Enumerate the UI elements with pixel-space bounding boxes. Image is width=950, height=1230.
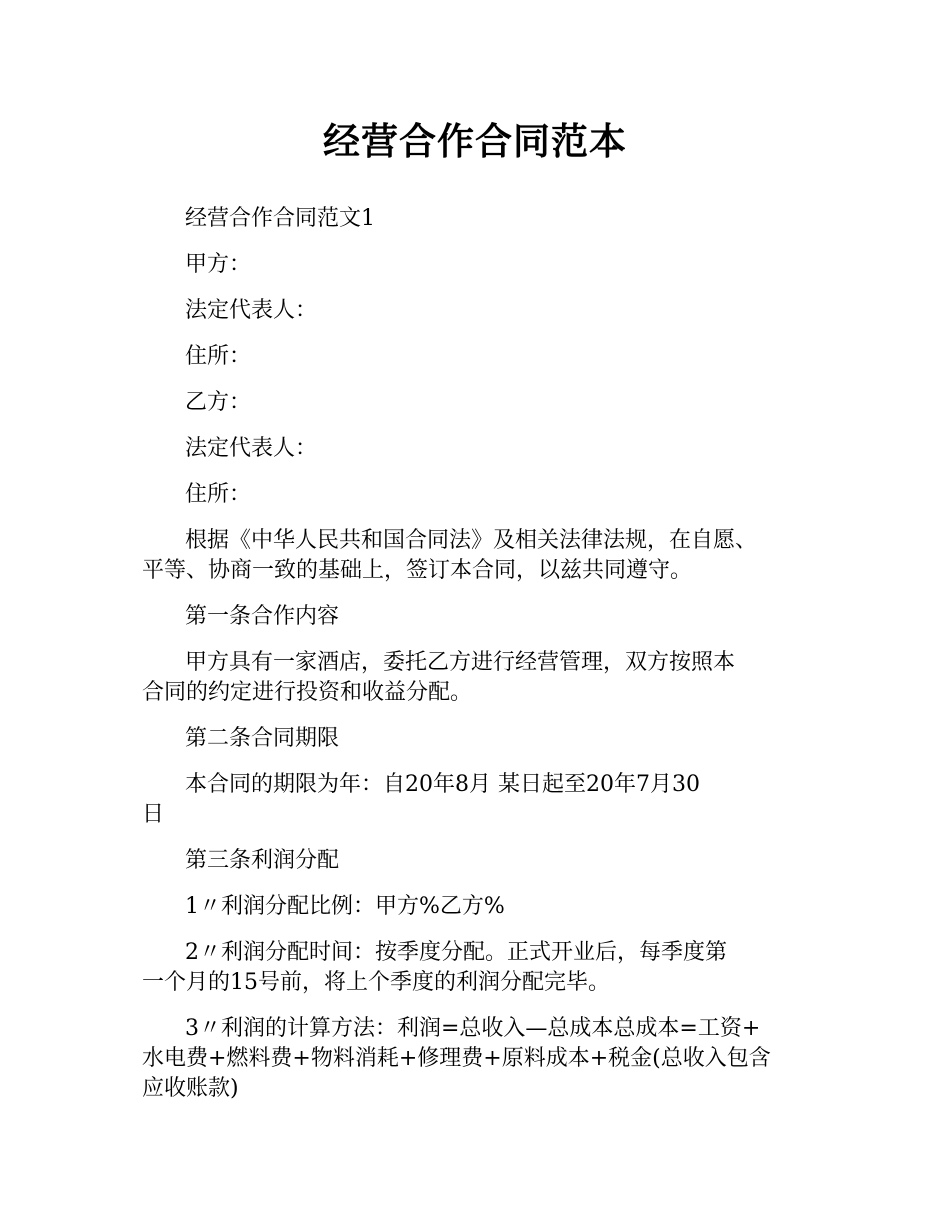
article2-line: 本合同的期限为年：自20年8月 某日起至20年7月30 (185, 772, 700, 797)
preamble-paragraph (142, 526, 810, 586)
article3-item3-line: 应收账款) (142, 1076, 239, 1101)
article2-heading: 第二条合同期限 (185, 726, 340, 751)
article2-line: 日 (142, 802, 165, 827)
preamble-line: 根据《中华人民共和国合同法》及相关法律法规，在自愿、 (185, 528, 758, 553)
document-title: 经营合作合同范本 (323, 120, 627, 163)
preamble-line: 平等、协商一致的基础上，签订本合同，以兹共同遵守。 (142, 558, 693, 583)
document-body (142, 204, 810, 1120)
party-a-address-label: 住所： (185, 344, 252, 369)
article3-heading: 第三条利润分配 (185, 848, 340, 873)
article1-line: 合同的约定进行投资和收益分配。 (142, 680, 473, 705)
article3-item3 (142, 1014, 810, 1104)
party-b-representative-label: 法定代表人： (185, 436, 318, 461)
article3-item2-line: 2〃利润分配时间：按季度分配。正式开业后，每季度第 (185, 940, 727, 965)
article1-line: 甲方具有一家酒店，委托乙方进行经营管理，双方按照本 (185, 650, 736, 675)
article1-paragraph (142, 648, 810, 708)
article3-item1: 1〃利润分配比例：甲方%乙方% (185, 894, 505, 919)
party-a-label: 甲方： (185, 252, 252, 277)
contract-subtitle: 经营合作合同范文1 (185, 206, 375, 231)
article3-item2-line: 一个月的15号前，将上个季度的利润分配完毕。 (142, 970, 610, 995)
article3-item2 (142, 938, 810, 998)
party-b-label: 乙方： (185, 390, 252, 415)
party-b-address-label: 住所： (185, 482, 252, 507)
article3-item3-line: 3〃利润的计算方法：利润=总收入—总成本总成本=工资+ (185, 1016, 761, 1041)
party-a-representative-label: 法定代表人： (185, 298, 318, 323)
article3-item3-line: 水电费+燃料费+物料消耗+修理费+原料成本+税金(总收入包含 (142, 1046, 771, 1071)
article2-paragraph (142, 770, 810, 830)
article1-heading: 第一条合作内容 (185, 604, 340, 629)
